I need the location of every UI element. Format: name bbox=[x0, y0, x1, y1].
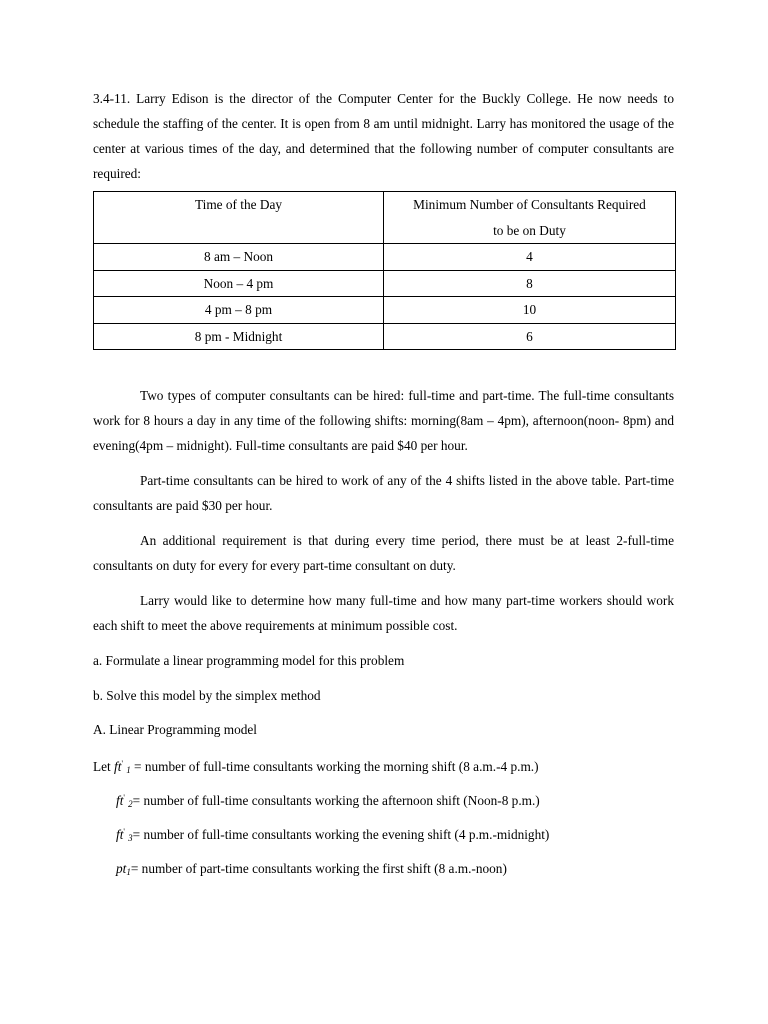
paragraph-goal: Larry would like to determine how many full-time and how many part-time workers should work each shift to meet the above requirements at minimum possible cost. bbox=[93, 593, 674, 633]
variable-definition bbox=[93, 853, 674, 878]
header-min-line2: to be on Duty bbox=[493, 222, 566, 238]
variable-name: ft bbox=[116, 793, 124, 808]
variable-definition bbox=[93, 751, 674, 776]
table-row bbox=[94, 297, 676, 324]
header-time-of-day: Time of the Day bbox=[94, 192, 384, 244]
table-header-row bbox=[94, 192, 676, 244]
task-a: a. Formulate a linear programming model for this problem bbox=[93, 653, 405, 668]
paragraph-additional-requirement: An additional requirement is that during every time period, there must be at least 2-full-time consultants on duty for every for every part-time consultant on duty. bbox=[93, 533, 674, 573]
table-cell-min: 8 bbox=[384, 270, 676, 297]
table-cell-time: 8 am – Noon bbox=[94, 244, 384, 271]
variable-mark: ' bbox=[121, 759, 123, 768]
header-min-consultants bbox=[384, 192, 676, 244]
variable-index: 1 bbox=[126, 867, 131, 877]
table-cell-min: 10 bbox=[384, 297, 676, 324]
paragraph-fulltime: Two types of computer consultants can be hired: full-time and part-time. The full-time consultants work for 8 hours a day in any time of the following shifts: morning(8am – 4pm), afternoon(noon- 8pm) and evening(4pm – midnight). Full-time consultants are paid $40 per hour. bbox=[93, 388, 674, 453]
paragraph-parttime: Part-time consultants can be hired to work of any of the 4 shifts listed in the above table. Part-time consultants are paid $30 per hour. bbox=[93, 473, 674, 513]
table-cell-time: 8 pm - Midnight bbox=[94, 323, 384, 350]
table-row bbox=[94, 323, 676, 350]
variable-description: = number of part-time consultants working the first shift (8 a.m.-noon) bbox=[130, 861, 507, 876]
document-content bbox=[93, 86, 674, 887]
variable-description: = number of full-time consultants working the morning shift (8 a.m.-4 p.m.) bbox=[134, 759, 539, 774]
solution-heading: A. Linear Programming model bbox=[93, 722, 257, 737]
table-row bbox=[94, 244, 676, 271]
variable-description: = number of full-time consultants working the evening shift (4 p.m.-midnight) bbox=[132, 827, 550, 842]
variable-index: 2 bbox=[128, 799, 133, 809]
table-cell-time: 4 pm – 8 pm bbox=[94, 297, 384, 324]
table-cell-min: 4 bbox=[384, 244, 676, 271]
task-b: b. Solve this model by the simplex method bbox=[93, 688, 321, 703]
variable-name: ft bbox=[116, 827, 124, 842]
variable-index: 3 bbox=[128, 833, 133, 843]
variable-index: 1 bbox=[126, 765, 131, 775]
requirements-table bbox=[93, 191, 676, 350]
table-cell-min: 6 bbox=[384, 323, 676, 350]
variable-mark: ' bbox=[123, 827, 125, 836]
variable-description: = number of full-time consultants working the afternoon shift (Noon-8 p.m.) bbox=[132, 793, 540, 808]
table-row bbox=[94, 270, 676, 297]
variable-definitions bbox=[93, 751, 674, 878]
variable-name: pt bbox=[116, 861, 127, 876]
header-min-line1: Minimum Number of Consultants Required bbox=[413, 197, 646, 212]
problem-intro: 3.4-11. Larry Edison is the director of the Computer Center for the Buckly College. He now needs to schedule the staffing of the center. It is open from 8 am until midnight. Larry has monitored the usage of the center at various times of the day, and determined that the following number of computer consultants are required: bbox=[93, 91, 674, 181]
variable-definition bbox=[93, 785, 674, 810]
variable-definition bbox=[93, 819, 674, 844]
table-cell-time: Noon – 4 pm bbox=[94, 270, 384, 297]
let-word: Let bbox=[93, 759, 115, 774]
variable-name: ft bbox=[114, 759, 122, 774]
variable-mark: ' bbox=[123, 793, 125, 802]
